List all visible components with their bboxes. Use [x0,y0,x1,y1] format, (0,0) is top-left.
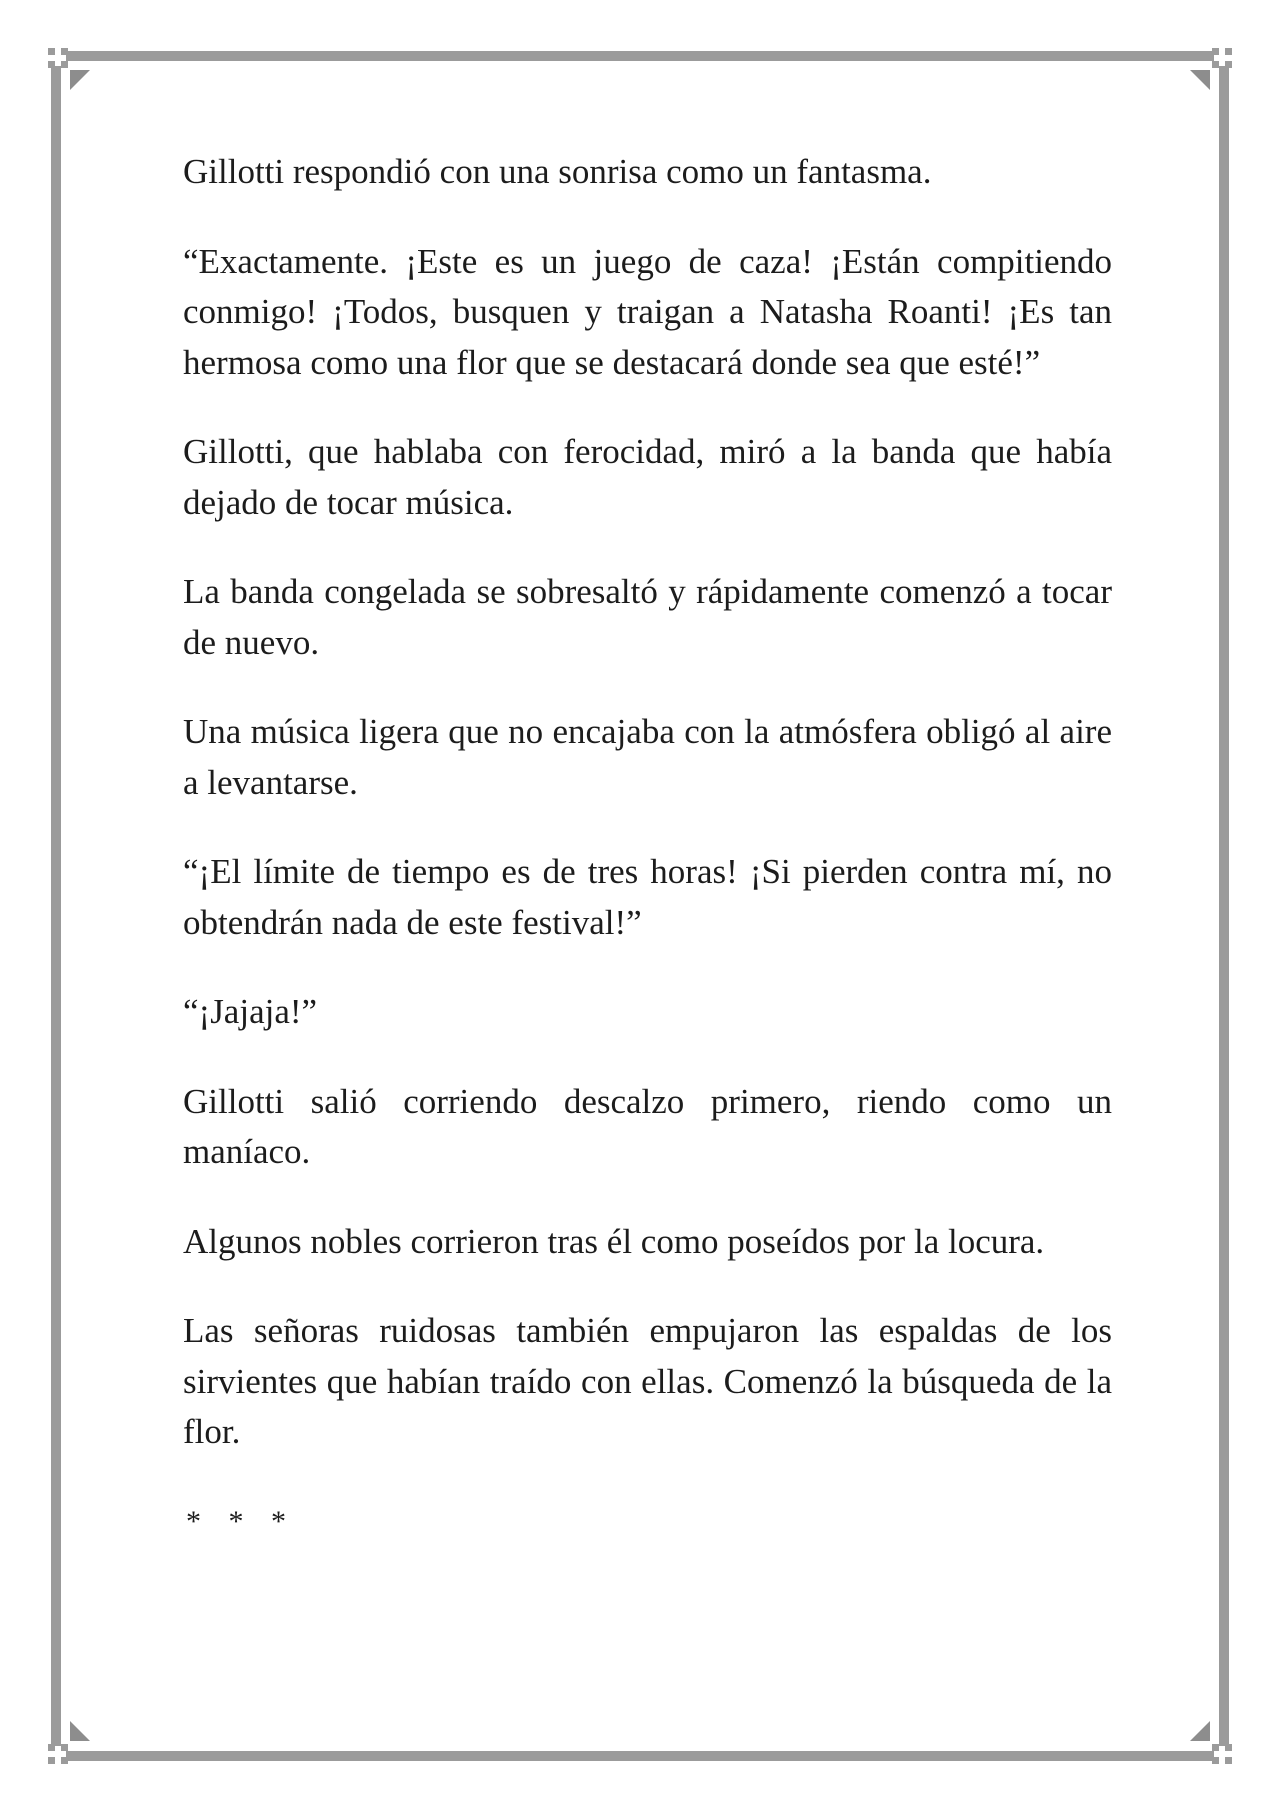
corner-ornament-top-left [48,48,68,68]
paragraph: Gillotti salió corriendo descalzo primero, riendo como un maníaco. [183,1081,1112,1171]
paragraph: “¡El límite de tiempo es de tres horas! ¡Si pierden contra mí, no obtendrán nada de este festival!” [183,852,1112,942]
corner-ornament-bottom-right [1212,1744,1232,1764]
corner-ornament-bottom-left [48,1744,68,1764]
page-body [183,147,1112,1547]
frame-right-border [1219,66,1229,1746]
scene-break: * * * [186,1504,296,1538]
corner-triangle-bottom-right [1190,1721,1210,1741]
paragraph: La banda congelada se sobresaltó y rápidamente comenzó a tocar de nuevo. [183,572,1112,662]
corner-triangle-top-left [70,70,90,90]
frame-bottom-border [66,1751,1214,1761]
frame-left-border [51,66,61,1746]
paragraph: “Exactamente. ¡Este es un juego de caza! ¡Están compitiendo conmigo! ¡Todos, busquen y traigan a Natasha Roanti! ¡Es tan hermosa como una flor que se destacará donde sea que esté!” [183,241,1112,382]
corner-ornament-top-right [1212,48,1232,68]
paragraph: Algunos nobles corrieron tras él como poseídos por la locura. [183,1221,1045,1261]
corner-triangle-bottom-left [70,1721,90,1741]
paragraph: Una música ligera que no encajaba con la atmósfera obligó al aire a levantarse. [183,712,1112,802]
paragraph: Gillotti respondió con una sonrisa como un fantasma. [183,152,932,191]
paragraph: Las señoras ruidosas también empujaron las espaldas de los sirvientes que habían traído con ellas. Comenzó la búsqueda de la flor. [183,1311,1112,1451]
paragraph: Gillotti, que hablaba con ferocidad, miró a la banda que había dejado de tocar música. [183,432,1112,522]
corner-triangle-top-right [1190,70,1210,90]
frame-top-border [66,51,1214,61]
paragraph: “¡Jajaja!” [183,992,318,1031]
